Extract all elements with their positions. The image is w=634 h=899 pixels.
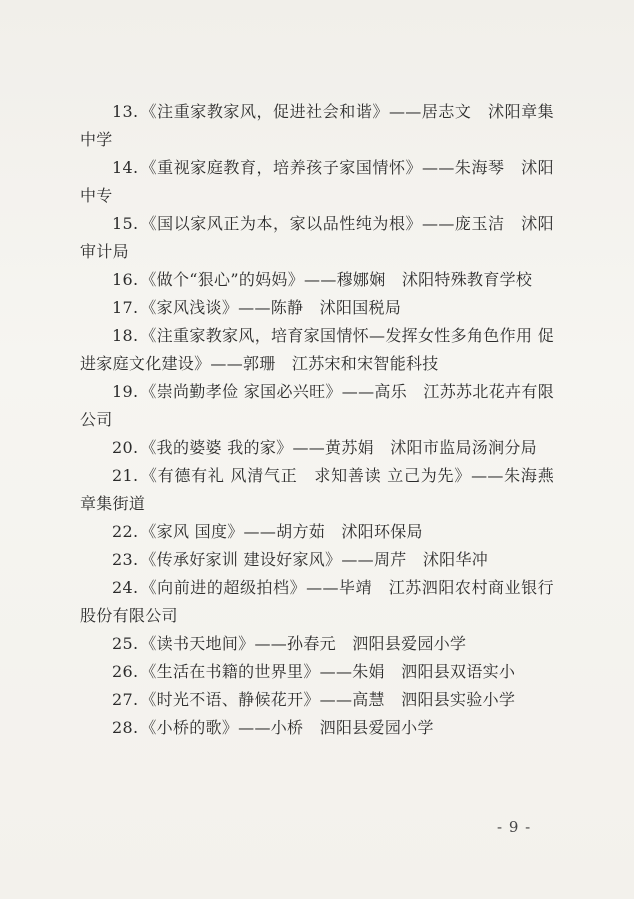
entry-text: 《注重家教家风，促进社会和谐》——居志文 沭阳章集中学 [80,102,554,149]
entry-item [80,294,554,322]
entry-number: 14. [112,158,139,177]
entry-text: 《生活在书籍的世界里》——朱娟 泗阳县双语实小 [140,662,516,681]
entry-number: 26. [112,662,139,681]
entry-item [80,630,554,658]
entry-number: 21. [112,466,139,485]
entry-item [80,378,554,434]
entry-text: 《有德有礼 风清气正 求知善读 立己为先》——朱海燕 章集街道 [80,466,571,513]
entry-number: 27. [112,690,139,709]
entry-number: 25. [112,634,139,653]
entry-text: 《家风浅谈》——陈静 沭阳国税局 [140,298,402,317]
entry-item [80,574,554,630]
entry-text: 《时光不语、静候花开》——高慧 泗阳县实验小学 [140,690,516,709]
entry-text: 《小桥的歌》——小桥 泗阳县爱园小学 [140,718,434,737]
entry-item [80,322,554,378]
entry-text: 《崇尚勤孝俭 家国必兴旺》——高乐 江苏苏北花卉有限公司 [80,382,554,429]
entry-text: 《传承好家训 建设好家风》——周芹 沭阳华冲 [140,550,489,569]
entry-text: 《重视家庭教育，培养孩子家国情怀》——朱海琴 沭阳中专 [80,158,554,205]
entry-number: 19. [112,382,139,401]
entry-number: 22. [112,522,139,541]
entry-number: 17. [112,298,139,317]
entry-number: 16. [112,270,139,289]
entry-item [80,686,554,714]
entry-text: 《我的婆婆 我的家》——黄苏娟 沭阳市监局汤涧分局 [140,438,537,457]
entry-text: 《读书天地间》——孙春元 泗阳县爱园小学 [140,634,467,653]
entry-text: 《国以家风正为本，家以品性纯为根》——庞玉洁 沭阳审计局 [80,214,554,261]
entry-item [80,462,571,518]
entry-item [80,266,554,294]
entry-text: 《家风 国度》——胡方茹 沭阳环保局 [140,522,423,541]
entry-item [80,98,554,154]
entry-text: 《向前进的超级拍档》——毕靖 江苏泗阳农村商业银行股份有限公司 [80,578,554,625]
entry-number: 15. [112,214,139,233]
entry-number: 18. [112,326,139,345]
entry-number: 23. [112,550,139,569]
entry-item [80,210,554,266]
entry-number: 13. [112,102,139,121]
entry-text: 《做个“狠心”的妈妈》——穆娜娴 沭阳特殊教育学校 [140,270,533,289]
entry-number: 24. [112,578,139,597]
entry-item [80,658,554,686]
entry-text: 《注重家教家风，培育家国情怀—发挥女性多角色作用 促进家庭文化建设》——郭珊 江苏宋和宋智能科技 [80,326,554,373]
entry-number: 28. [112,718,139,737]
entry-item [80,714,554,742]
entry-item [80,518,554,546]
entry-item [80,434,554,462]
entry-item [80,154,554,210]
entry-item [80,546,554,574]
entry-list [80,98,571,742]
page-number: - 9 - [497,818,532,836]
entry-number: 20. [112,438,139,457]
